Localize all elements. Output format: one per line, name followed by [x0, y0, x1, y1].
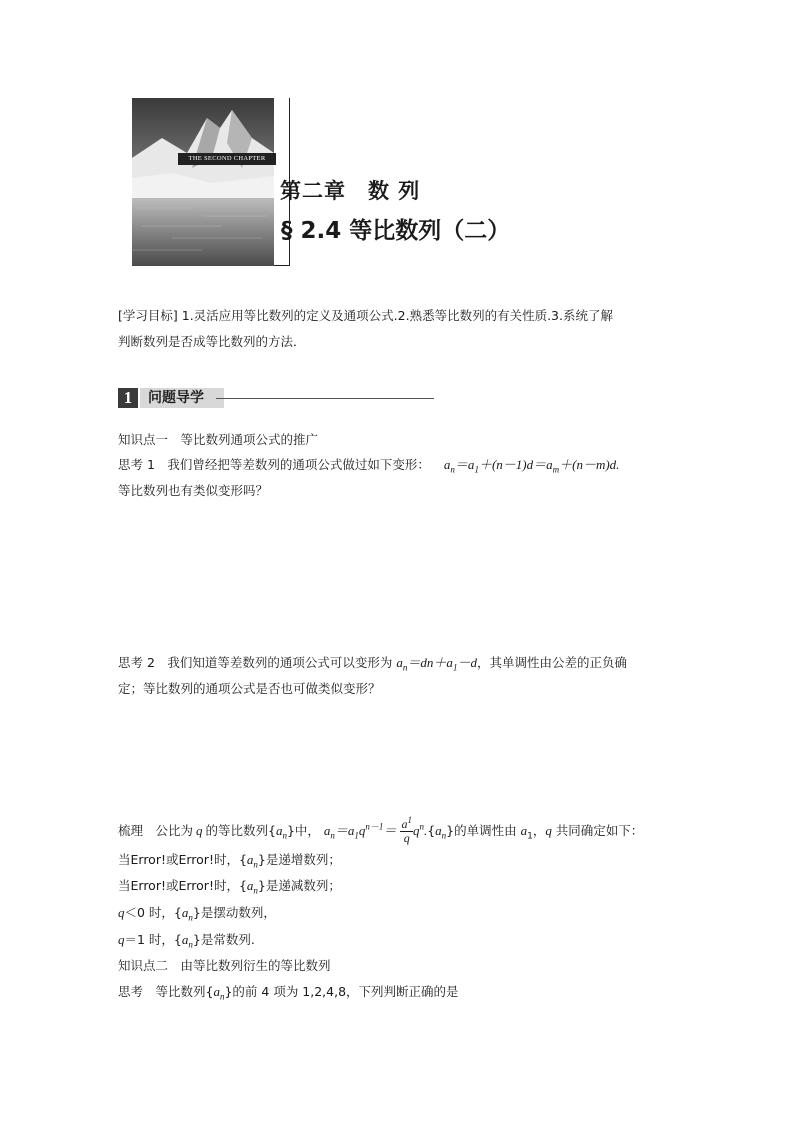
section-number: 1 — [118, 388, 138, 408]
kp2-think: 思考 等比数列$\{a_n\}$的前 4 项为 1,2,4,8，下列判断正确的是 — [118, 984, 459, 1002]
objectives-line-1 — [118, 308, 613, 324]
summary-line — [118, 816, 643, 847]
summary-q: q — [196, 823, 203, 838]
objectives-label: [学习目标] — [118, 308, 178, 323]
objectives-line-2: 判断数列是否成等比数列的方法． — [118, 334, 306, 349]
summary-prefix: 梳理 公比为 — [118, 823, 194, 838]
think2-formula: $a_n=dn+a_1-d$ — [396, 655, 477, 673]
summary-suffix: $\{a_n\}$的单调性由 $a_1$，q 共同确定如下： — [427, 823, 644, 842]
summary-formula-right: $q^n$. — [412, 821, 428, 838]
think1-formula: $a_n=a_1+(n-1)d=a_m+(n-m)d$. — [443, 457, 620, 475]
kp2-title: 知识点二 由等比数列衍生的等比数列 — [118, 958, 331, 973]
kp1-title: 知识点一 等比数列通项公式的推广 — [118, 432, 319, 447]
objectives-text: 1.灵活应用等比数列的定义及通项公式.2.熟悉等比数列的有关性质.3.系统了解 — [181, 308, 613, 323]
think2-line-1 — [118, 655, 627, 676]
summary-item-2: 当Error!或Error!时，$\{a_n\}$是递减数列； — [118, 878, 341, 896]
summary-mid: 的等比数列$\{a_n\}$中， — [205, 823, 320, 841]
think2-line-2: 定；等比数列的通项公式是否也可做类似变形？ — [118, 681, 381, 696]
think1-line-2: 等比数列也有类似变形吗？ — [118, 483, 269, 498]
think2-text-b: ，其单调性由公差的正负确 — [476, 655, 627, 670]
section-label: 问题导学 — [140, 388, 224, 408]
think1-line-1 — [118, 457, 619, 478]
cover-banner: THE SECOND CHAPTER — [178, 153, 276, 165]
think2-text-a: 思考 2 我们知道等差数列的通项公式可以变形为 — [118, 655, 393, 670]
summary-formula: $a_n=a_1q^{n-1}=$ — [323, 821, 397, 841]
summary-item-3: q＜0 时，$\{a_n\}$是摆动数列， — [118, 905, 276, 923]
summary-item-1: 当Error!或Error!时，$\{a_n\}$是递增数列； — [118, 852, 341, 870]
mountain-landscape-icon — [132, 98, 274, 266]
section-title: § 2.4 等比数列（二） — [281, 218, 511, 244]
chapter-title: 第二章 数 列 — [280, 179, 421, 203]
summary-item-4: q＝1 时，$\{a_n\}$是常数列. — [118, 932, 255, 950]
summary-fraction: $\frac{a^1}{q}$ — [401, 815, 412, 845]
section-divider — [216, 398, 434, 399]
think1-text: 思考 1 我们曾经把等差数列的通项公式做过如下变形： — [118, 457, 430, 472]
cover-image — [132, 98, 274, 266]
